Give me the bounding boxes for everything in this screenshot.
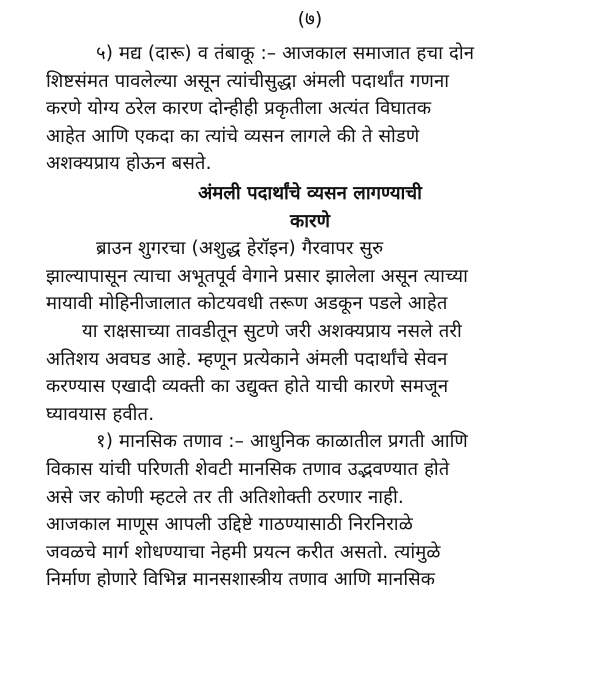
paragraph-line: घ्यावयास हवीत. <box>46 403 155 425</box>
paragraph-line: मायावी मोहिनीजालात कोटयवधी तरूण अडकून पडले आहेत <box>46 293 448 315</box>
heading-line: कारणे <box>290 210 330 232</box>
paragraph-line: जवळचे मार्ग शोधण्याचा नेहमी प्रयत्न करीत असतो. त्यांमुळे <box>46 541 441 563</box>
paragraph-line: असे जर कोणी म्हटले तर ती अतिशोक्ती ठरणार नाही. <box>46 486 404 508</box>
paragraph-line: या राक्षसाच्या तावडीतून सुटणे जरी अशक्यप्राय नसले तरी <box>82 320 462 342</box>
paragraph-brown-sugar <box>46 235 574 428</box>
page-number: (७) <box>297 8 323 30</box>
paragraph-line: आहेत आणि एकदा का त्यांचे व्यसन लागले की ते सोडणे <box>46 125 420 147</box>
paragraph-line: आजकाल माणूस आपली उद्दिष्टे गाठण्यासाठी निरनिराळे <box>46 514 413 536</box>
paragraph-line: अतिशय अवघड आहे. म्हणून प्रत्येकाने अंमली पदार्थांचे सेवन <box>46 348 448 370</box>
paragraph-line: ५) मद्य (दारू) व तंबाकू :– आजकाल समाजात हचा दोन <box>96 43 475 64</box>
paragraph-line: करणे योग्य ठरेल कारण दोन्हीही प्रकृतीला अत्यंत विघातक <box>46 98 432 120</box>
section-heading <box>46 180 574 235</box>
paragraph-alcohol-tobacco <box>46 40 574 178</box>
paragraph-line: करण्यास एखादी व्यक्ती का उद्युक्त होते याची कारणे समजून <box>46 376 449 398</box>
paragraph-line: १) मानसिक तणाव :– आधुनिक काळातील प्रगती आणि <box>96 431 468 453</box>
paragraph-line: झाल्यापासून त्याचा अभूतपूर्व वेगाने प्रसार झालेला असून त्याच्या <box>46 265 469 287</box>
paragraph-line: ब्राउन शुगरचा (अशुद्ध हेरॉइन) गैरवापर सुरु <box>96 238 384 260</box>
paragraph-mental-stress <box>46 428 574 594</box>
paragraph-line: अशक्यप्राय होऊन बसते. <box>46 153 212 175</box>
paragraph-line: विकास यांची परिणती शेवटी मानसिक तणाव उद्भवण्यात होते <box>46 458 450 480</box>
heading-line: अंमली पदार्थांचे व्यसन लागण्याची <box>198 182 422 204</box>
paragraph-line: निर्माण होणारे विभिन्न मानसशास्त्रीय तणाव आणि मानसिक <box>46 569 436 591</box>
paragraph-line: शिष्टसंमत पावलेल्या असून त्यांचीसुद्धा अंमली पदार्थांत गणना <box>46 70 450 92</box>
